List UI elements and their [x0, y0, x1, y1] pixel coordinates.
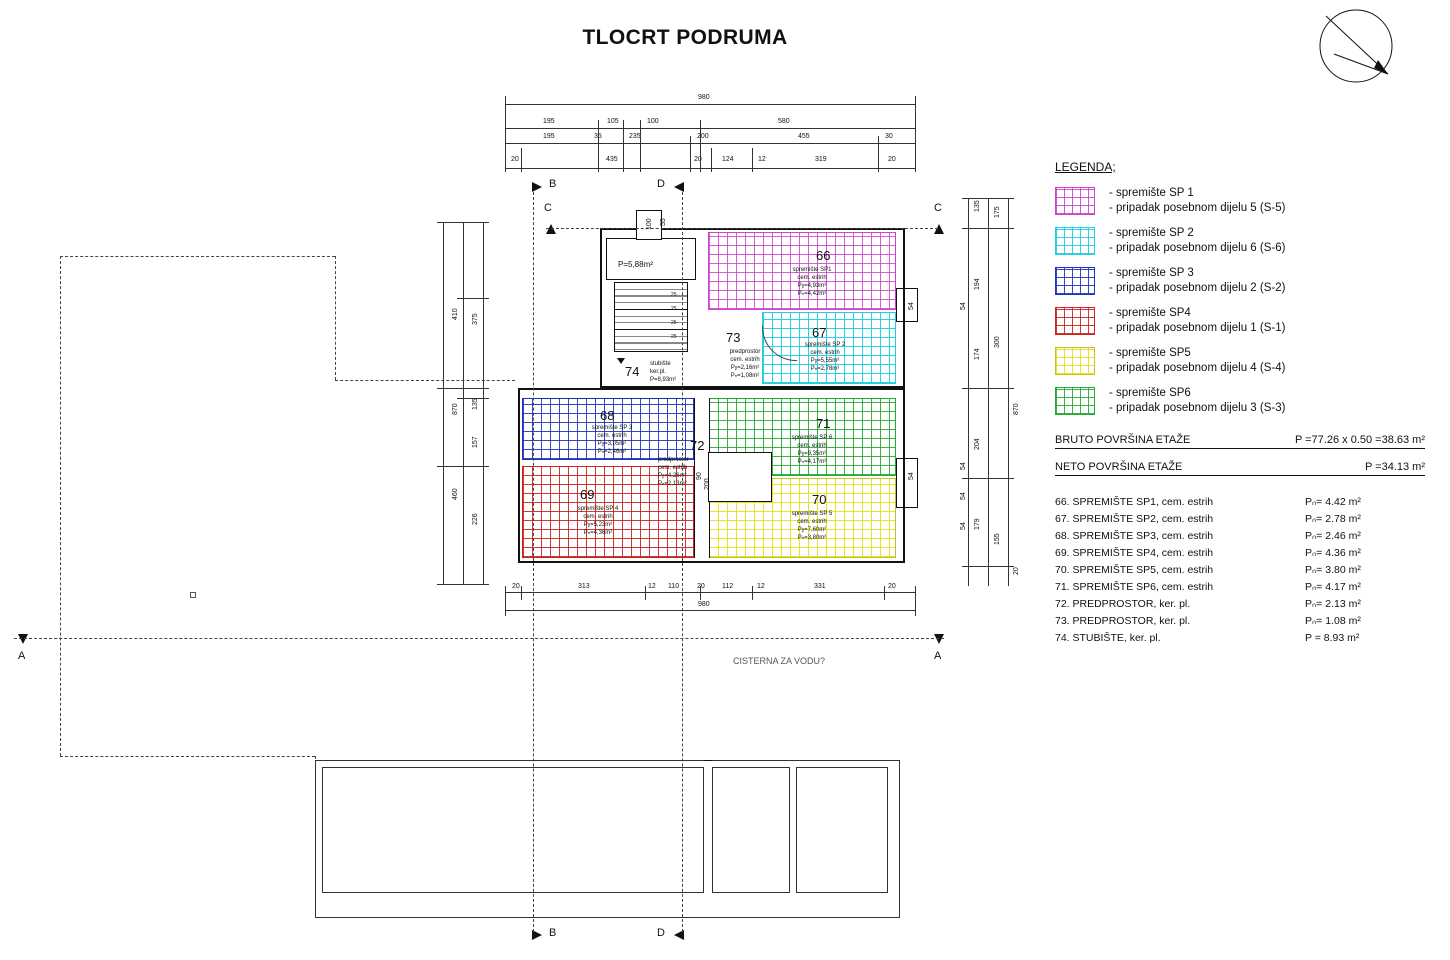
annex-room-mid [712, 767, 790, 893]
room-70-l1: spremište SP 5 [791, 511, 833, 517]
room-69-l1: spremište SP 4 [577, 506, 619, 512]
dim-top2-3: 580 [778, 118, 790, 125]
room-67-l1: spremište SP 2 [804, 342, 846, 348]
room-69-l3: Pᵦ=5,23m² [583, 522, 613, 528]
dim-line-left-1 [443, 222, 444, 584]
dim-top2-1: 105 [607, 118, 619, 125]
dim-left-135: 135 [472, 398, 479, 410]
dim-90: 90 [696, 472, 703, 480]
legend-panel [1055, 160, 1425, 647]
room-71-l4: Pₙ=4,17m² [797, 459, 827, 465]
dim-line-top-1 [505, 104, 915, 105]
dim-54-d: 54 [960, 522, 967, 530]
room-71-l3: Pᵦ=9,35m² [797, 451, 827, 457]
legend-item-sp1 [1055, 186, 1425, 216]
dim-line-top-3 [505, 143, 915, 144]
section-label-B-bottom: B [549, 927, 557, 939]
legend-sp2-line2: - pripadak posebnom dijelu 6 (S-6) [1109, 242, 1286, 254]
plot-outline-right-upper [335, 256, 336, 380]
dim-right-204: 204 [974, 438, 981, 450]
page-title-text: TLOCRT PODRUMA [582, 26, 788, 49]
table-row [1055, 528, 1425, 545]
annex-divider-a [704, 760, 712, 761]
room-73-l4: Pₙ=1,08m² [730, 373, 760, 379]
room-68-l3: Pᵦ=3,05m² [597, 441, 627, 447]
section-label-A-left: A [18, 650, 26, 662]
floor-plan-drawing: P=5,88m² 25 25 25 25 66 spremište SP1 cem. estrih Pᵦ=4,93m² Pₙ=4,42m² 67 spremište SP 2 cem. estrih Pᵦ=5,55m² Pₙ=2,78m² 73 predprostor cem. estrih Pᵦ=2,16m² Pₙ=1,08m² 74 stubište ker.pl. P=8,93m² 68 spremište SP 3 cem. estrih Pᵦ=3,05m² Pₙ=2,46m² 69 spremište SP 4 cem. estrih Pᵦ=5,23m² Pₙ=4,36m² 71 spremište SP 6 cem. estrih Pᵦ=9,35m² Pₙ=4,17m² 70 spremište SP 5 cem. estrih Pᵦ=7,60m² Pₙ=3,80m² 72 predprostor cem. estrih Pᵦ=4,26m² Pₙ=2,13m² B D C C A A B D CISTERNA ZA VODU? 980 195 105 100 580 195 35 235 200 455 30 20 435 20 124 12 319 20 100 55 410 375 870 135 157 460 226 135 175 194 174 870 300 204 179 155 20 54 54 54 54 54 54 90 200 20 313 12 110 20 112 12 331 20 980 [0, 0, 1040, 960]
room-66-l2: cem. estrih [797, 275, 827, 281]
neto-value: P =34.13 m² [1364, 461, 1425, 473]
room-69-number: 69 [580, 487, 595, 502]
section-line-C [546, 228, 938, 229]
dim-line-left-2 [463, 222, 464, 584]
dim-top3-0: 195 [543, 133, 555, 140]
room-72-l4: Pₙ=2,13m² [658, 481, 687, 487]
room-74-number: 74 [625, 364, 640, 379]
dim-line-right-3 [1008, 198, 1009, 586]
dim-tick-h [690, 136, 691, 172]
legend-sp1-line2: - pripadak posebnom dijelu 5 (S-5) [1109, 202, 1286, 214]
row-2-name: 68. SPREMIŠTE SP3, cem. estrih [1055, 530, 1214, 542]
section-line-A [14, 638, 944, 639]
row-4-name: 70. SPREMIŠTE SP5, cem. estrih [1055, 564, 1214, 576]
dim-top4-1: 435 [606, 156, 618, 163]
dim-right-tick-3 [962, 388, 1014, 389]
dim-left-157: 157 [472, 436, 479, 448]
room-72-number: 72 [690, 438, 705, 453]
section-mark-C-left [544, 222, 558, 240]
legend-swatch-sp3 [1055, 267, 1095, 295]
room-69-l2: cem. estrih [583, 514, 613, 520]
dim-right-194: 194 [974, 278, 981, 290]
room-68-l4: Pₙ=2,46m² [597, 449, 627, 455]
legend-item-sp6 [1055, 386, 1425, 416]
room-73-l1: predprostor [729, 349, 761, 355]
dim-left-460: 460 [452, 488, 459, 500]
section-line-B [533, 192, 534, 932]
room-72-l3: Pᵦ=4,26m² [658, 473, 687, 479]
dim-54-e: 54 [908, 302, 915, 310]
legend-swatch-sp4 [1055, 307, 1095, 335]
dim-200: 200 [704, 478, 711, 490]
legend-sp3-line1: - spremište SP 3 [1109, 267, 1194, 279]
room-67-l4: Pₙ=2,78m² [810, 366, 840, 372]
dim-bot-tick-5 [700, 586, 701, 600]
area-table [1055, 494, 1425, 647]
cistern-note: CISTERNA ZA VODU? [733, 656, 826, 666]
room-74-l1: stubište [650, 361, 671, 367]
dim-bot-tick-1 [505, 586, 506, 616]
dim-bot-tick-7 [884, 586, 885, 600]
neto-row [1055, 461, 1425, 476]
row-7-value: Pₙ= 1.08 m² [1305, 615, 1361, 627]
dim-line-top-2 [505, 128, 915, 129]
table-row [1055, 630, 1425, 647]
dim-left-tick-4 [437, 584, 489, 585]
room-73-l3: Pᵦ=2,16m² [730, 365, 760, 371]
table-row [1055, 613, 1425, 630]
section-mark-A-left [16, 632, 30, 650]
row-2-value: Pₙ= 2.46 m² [1305, 530, 1361, 542]
dim-bot-2: 12 [648, 583, 656, 590]
legend-item-sp5 [1055, 346, 1425, 376]
dim-top3-1: 35 [594, 133, 602, 140]
room-66-l3: Pᵦ=4,93m² [797, 283, 827, 289]
dim-bot-3: 110 [668, 583, 680, 590]
row-8-value: P = 8.93 m² [1305, 632, 1360, 644]
table-row [1055, 494, 1425, 511]
dim-line-left-3 [483, 222, 484, 584]
dim-right-20: 20 [1013, 567, 1020, 575]
wall-inner-left [600, 232, 602, 390]
section-label-A-right: A [934, 650, 942, 662]
table-row [1055, 511, 1425, 528]
room-66-l4: Pₙ=4,42m² [797, 291, 827, 297]
plot-outline-step [335, 380, 515, 381]
dim-top4-6: 20 [888, 156, 896, 163]
room-71-l1: spremište SP 6 [791, 435, 833, 441]
section-label-C-right: C [934, 202, 942, 214]
room-71-number: 71 [816, 416, 831, 431]
legend-sp5-line2: - pripadak posebnom dijelu 4 (S-4) [1109, 362, 1286, 374]
dim-right-tick-1 [962, 198, 1014, 199]
wall-inner-mid [600, 386, 905, 388]
dim-inner-100: 100 [646, 218, 653, 230]
row-5-value: Pₙ= 4.17 m² [1305, 581, 1361, 593]
dim-line-top-4 [505, 168, 915, 169]
dim-left-tick-1 [437, 222, 489, 223]
dim-line-bottom-1 [505, 592, 915, 593]
room-66-number: 66 [816, 248, 831, 263]
room-70-number: 70 [812, 492, 827, 507]
dim-line-right-2 [988, 198, 989, 586]
bruto-row [1055, 434, 1425, 449]
row-7-name: 73. PREDPROSTOR, ker. pl. [1055, 615, 1191, 627]
room-70-l3: Pᵦ=7,60m² [797, 527, 827, 533]
room-74-l2: ker.pl. [650, 369, 667, 375]
legend-sp6-line1: - spremište SP6 [1109, 387, 1191, 399]
dim-54-a: 54 [960, 302, 967, 310]
row-1-name: 67. SPREMIŠTE SP2, cem. estrih [1055, 513, 1214, 525]
dim-bot-tick-2 [915, 586, 916, 616]
room-73-l2: cem. estrih [730, 357, 760, 363]
legend-sp1-line1: - spremište SP 1 [1109, 187, 1194, 199]
table-row [1055, 562, 1425, 579]
dim-bot-5: 112 [722, 583, 734, 590]
dim-bot-7: 331 [814, 583, 826, 590]
dim-left-226: 226 [472, 513, 479, 525]
legend-sp5-line1: - spremište SP5 [1109, 347, 1191, 359]
plot-outline-top [60, 256, 335, 257]
dim-right-300: 300 [994, 336, 1001, 348]
section-mark-C-right [932, 222, 946, 240]
room-73-number: 73 [726, 330, 741, 345]
legend-sp2-line1: - spremište SP 2 [1109, 227, 1194, 239]
row-5-name: 71. SPREMIŠTE SP6, cem. estrih [1055, 581, 1214, 593]
dim-top3-3: 200 [697, 133, 709, 140]
dim-right-tick-2 [962, 228, 1014, 229]
row-6-name: 72. PREDPROSTOR, ker. pl. [1055, 598, 1191, 610]
table-row [1055, 579, 1425, 596]
dim-bot-tick-6 [752, 586, 753, 600]
dim-tick-g [878, 136, 879, 172]
row-4-value: Pₙ= 3.80 m² [1305, 564, 1361, 576]
dim-top4-3: 124 [722, 156, 734, 163]
neto-label: NETO POVRŠINA ETAŽE [1055, 461, 1183, 473]
legend-swatch-sp2 [1055, 227, 1095, 255]
row-3-name: 69. SPREMIŠTE SP4, cem. estrih [1055, 547, 1214, 559]
dim-tick-b [915, 96, 916, 172]
section-mark-A-right [932, 632, 946, 650]
dim-top4-2: 20 [694, 156, 702, 163]
room-68-l2: cem. estrih [597, 433, 627, 439]
dim-left-870: 870 [452, 403, 459, 415]
row-8-name: 74. STUBIŠTE, ker. pl. [1055, 632, 1161, 644]
dim-right-175: 175 [994, 206, 1001, 218]
dim-line-right-1 [968, 198, 969, 586]
room-67-l2: cem. estrih [810, 350, 840, 356]
legend-sp6-line2: - pripadak posebnom dijelu 3 (S-3) [1109, 402, 1286, 414]
section-label-D-top: D [657, 178, 665, 190]
row-0-name: 66. SPREMIŠTE SP1, cem. estrih [1055, 496, 1214, 508]
dim-right-174: 174 [974, 348, 981, 360]
dim-top3-4: 455 [798, 133, 810, 140]
legend-item-sp2 [1055, 226, 1425, 256]
room-68-number: 68 [600, 408, 615, 423]
legend-item-sp4 [1055, 306, 1425, 336]
room-66-l1: spremište SP1 [792, 267, 832, 273]
dim-54-c: 54 [960, 492, 967, 500]
dim-right-tick-4 [962, 478, 1014, 479]
dim-inner-55: 55 [660, 218, 667, 226]
dim-tick-j [752, 148, 753, 172]
dim-tick-a [505, 96, 506, 172]
dim-left-tick-3 [437, 466, 489, 467]
room-74-l3: P=8,93m² [650, 377, 677, 383]
bruto-label: BRUTO POVRŠINA ETAŽE [1055, 434, 1191, 446]
dim-left-410: 410 [452, 308, 459, 320]
section-mark-D-top [672, 180, 686, 199]
dim-right-tick-5 [962, 566, 1014, 567]
legend-sp3-line2: - pripadak posebnom dijelu 2 (S-2) [1109, 282, 1286, 294]
section-mark-D-bottom [672, 928, 686, 947]
dim-left-tick-2 [437, 388, 489, 389]
dim-bot-980: 980 [698, 601, 710, 608]
row-6-value: Pₙ= 2.13 m² [1305, 598, 1361, 610]
dim-tick-d [623, 120, 624, 172]
row-1-value: Pₙ= 2.78 m² [1305, 513, 1361, 525]
row-3-value: Pₙ= 4.36 m² [1305, 547, 1361, 559]
niche-right-lower [896, 458, 918, 508]
dim-bot-8: 20 [888, 583, 896, 590]
dim-top4-5: 319 [815, 156, 827, 163]
plot-outline-bottom [60, 756, 315, 757]
stair-area-label: P=5,88m² [618, 260, 653, 269]
section-label-D-bottom: D [657, 927, 665, 939]
legend-item-sp3 [1055, 266, 1425, 296]
room-67-l3: Pᵦ=5,55m² [810, 358, 840, 364]
dim-top3-2: 235 [629, 133, 641, 140]
dim-tick-f [700, 120, 701, 172]
dim-bot-6: 12 [757, 583, 765, 590]
dim-line-bottom-2 [505, 610, 915, 611]
dim-bot-4: 20 [697, 583, 705, 590]
dim-right-155: 155 [994, 533, 1001, 545]
dim-top3-5: 30 [885, 133, 893, 140]
plot-marker [190, 592, 196, 598]
north-arrow-icon [1318, 8, 1394, 84]
room-67-number: 67 [812, 325, 827, 340]
table-row [1055, 545, 1425, 562]
legend-heading: LEGENDA; [1055, 160, 1116, 174]
dim-top-980: 980 [698, 94, 710, 101]
room-72-l1: predprostor [658, 457, 689, 463]
dim-tick-c [598, 120, 599, 172]
stair-direction-arrow-icon [616, 352, 626, 362]
dim-bot-tick-4 [645, 586, 646, 600]
room-69-l4: Pₙ=4,36m² [583, 530, 613, 536]
dim-right-870: 870 [1013, 403, 1020, 415]
room-72-l2: cem. estrih [658, 465, 688, 471]
legend-swatch-sp5 [1055, 347, 1095, 375]
section-label-B-top: B [549, 178, 557, 190]
dim-top4-4: 12 [758, 156, 766, 163]
dim-bot-tick-3 [521, 586, 522, 600]
room-68-l1: spremište SP 3 [591, 425, 633, 431]
room-70-l4: Pₙ=3,80m² [797, 535, 827, 541]
row-0-value: Pₙ= 4.42 m² [1305, 496, 1361, 508]
section-line-D [682, 192, 683, 932]
dim-bot-0: 20 [512, 583, 520, 590]
room-70-l2: cem. estrih [797, 519, 827, 525]
dim-top2-2: 100 [647, 118, 659, 125]
room-71-l2: cem. estrih [797, 443, 827, 449]
dim-right-179: 179 [974, 518, 981, 530]
dim-right-135: 135 [974, 200, 981, 212]
table-row [1055, 596, 1425, 613]
dim-left-tick-6 [457, 398, 489, 399]
dim-tick-k [521, 148, 522, 172]
bruto-value: P =77.26 x 0.50 =38.63 m² [1294, 434, 1425, 446]
dim-left-375: 375 [472, 313, 479, 325]
dim-top4-0: 20 [511, 156, 519, 163]
legend-sp4-line2: - pripadak posebnom dijelu 1 (S-1) [1109, 322, 1286, 334]
dim-tick-i [711, 148, 712, 172]
section-label-C-left: C [544, 202, 552, 214]
dim-left-tick-5 [457, 298, 489, 299]
legend-sp4-line1: - spremište SP4 [1109, 307, 1191, 319]
annex-room-left [322, 767, 704, 893]
dim-54-f: 54 [908, 472, 915, 480]
annex-room-right [796, 767, 888, 893]
dim-54-b: 54 [960, 462, 967, 470]
dim-tick-e [640, 120, 641, 172]
legend-swatch-sp6 [1055, 387, 1095, 415]
dim-bot-1: 313 [578, 583, 590, 590]
plot-outline-left [60, 256, 61, 756]
dim-top2-0: 195 [543, 118, 555, 125]
legend-swatch-sp1 [1055, 187, 1095, 215]
